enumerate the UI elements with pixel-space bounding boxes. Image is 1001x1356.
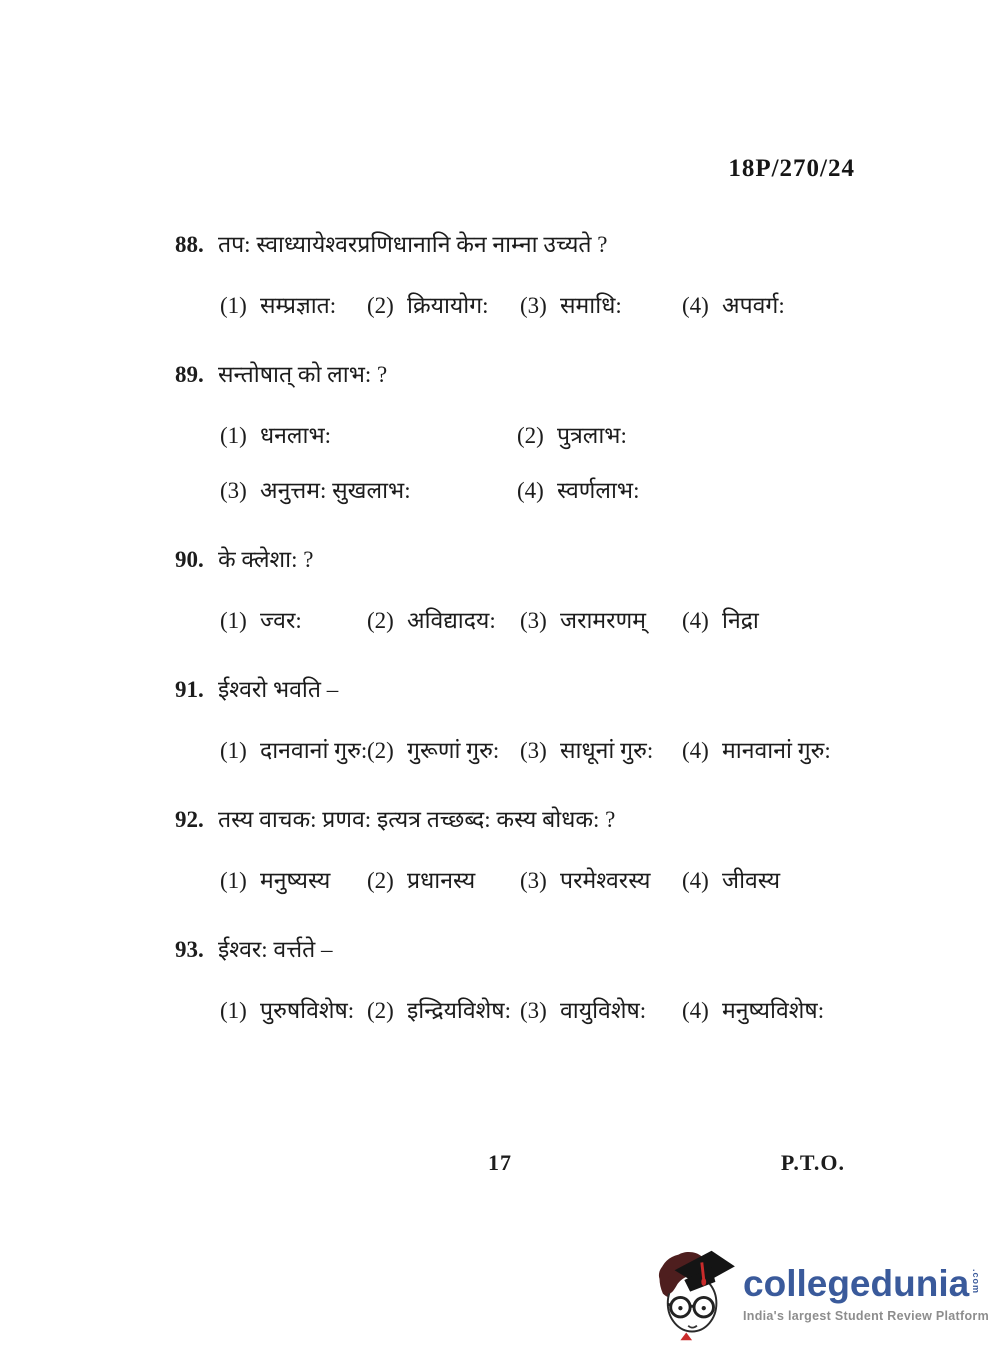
option-label: दानवानां गुरु: [260,738,368,763]
option-number: (2) [367,608,394,633]
option-label: पुत्रलाभ: [557,423,627,448]
option-label: प्रधानस्य [407,868,476,893]
option-label: ज्वर: [260,608,302,633]
option-label: साधूनां गुरु: [560,738,654,763]
option-number: (1) [220,293,247,318]
option-label: निद्रा [722,608,759,633]
option-2 [517,421,1001,451]
question-head [175,675,1001,705]
option-number: (4) [682,293,709,318]
brand-row [743,1265,989,1302]
option-number: (3) [520,608,547,633]
option-label: स्वर्णलाभ: [557,478,640,503]
question-text: ईश्वरो भवति – [218,677,339,702]
question-number: 90. [175,547,204,572]
option-2 [367,736,520,766]
question-92 [0,805,1001,896]
option-label: अविद्यादय: [407,608,496,633]
question-93 [0,935,1001,1026]
option-label: अनुत्तम: सुखलाभ: [260,478,411,503]
option-number: (2) [517,423,544,448]
question-text: तस्य वाचक: प्रणव: इत्यत्र तच्छब्द: कस्य बोधक: ? [218,807,616,832]
option-3 [520,996,682,1026]
option-1 [220,421,517,451]
question-head [175,935,1001,965]
pto-label: P.T.O. [780,1150,845,1175]
question-number: 92. [175,807,204,832]
option-2 [367,996,520,1026]
option-label: परमेश्वरस्य [560,868,651,893]
option-number: (1) [220,998,247,1023]
question-head [175,360,1001,390]
option-number: (1) [220,738,247,763]
question-89 [0,360,1001,506]
option-4 [682,866,1001,896]
brand-tld: .com [971,1269,982,1295]
option-number: (2) [367,738,394,763]
option-3 [520,736,682,766]
option-label: धनलाभ: [260,423,332,448]
option-4 [517,476,1001,506]
brand-tagline: India's largest Student Review Platform [743,1309,989,1323]
option-number: (4) [682,998,709,1023]
options-row [220,736,1001,766]
question-head [175,230,1001,260]
option-number: (1) [220,868,247,893]
option-number: (2) [367,998,394,1023]
option-number: (2) [367,293,394,318]
question-90 [0,545,1001,636]
options-grid [220,421,1001,506]
option-4 [682,996,1001,1026]
option-label: मानवानां गुरु: [722,738,831,763]
student-mascot-icon [651,1243,739,1350]
question-head [175,545,1001,575]
option-1 [220,866,367,896]
question-88 [0,230,1001,321]
option-label: इन्द्रियविशेष: [407,998,511,1023]
option-3 [520,866,682,896]
option-label: सम्प्रज्ञात: [260,293,337,318]
options-row [220,996,1001,1026]
question-91 [0,675,1001,766]
option-1 [220,996,367,1026]
logo-text-block [743,1265,989,1323]
question-number: 91. [175,677,204,702]
option-label: पुरुषविशेष: [260,998,355,1023]
brand-name: collegedunia [743,1263,970,1304]
options-row [220,291,1001,321]
options-row [220,866,1001,896]
option-number: (1) [220,423,247,448]
option-number: (4) [682,608,709,633]
option-label: क्रियायोग: [407,293,489,318]
option-2 [367,606,520,636]
option-4 [682,606,1001,636]
option-number: (4) [682,738,709,763]
option-number: (4) [517,478,544,503]
option-4 [682,291,1001,321]
option-3 [520,291,682,321]
option-number: (3) [520,738,547,763]
option-number: (3) [220,478,247,503]
paper-code: 18P/270/24 [728,155,855,182]
option-1 [220,736,367,766]
page-footer [0,1150,1001,1182]
option-label: जरामरणम् [560,608,646,633]
option-label: समाधि: [560,293,622,318]
option-label: वायुविशेष: [560,998,647,1023]
option-1 [220,606,367,636]
option-number: (3) [520,293,547,318]
option-label: मनुष्यस्य [260,868,331,893]
question-head [175,805,1001,835]
option-label: गुरूणां गुरु: [407,738,500,763]
question-text: के क्लेशा: ? [218,547,314,572]
option-number: (3) [520,868,547,893]
question-number: 88. [175,232,204,257]
question-list [0,230,1001,1065]
option-3 [520,606,682,636]
option-2 [367,291,520,321]
question-text: सन्तोषात् को लाभ: ? [218,362,388,387]
collegedunia-logo [651,1243,989,1350]
question-number: 89. [175,362,204,387]
question-text: ईश्वर: वर्त्तते – [218,937,333,962]
option-3 [220,476,517,506]
option-label: अपवर्ग: [722,293,785,318]
option-number: (3) [520,998,547,1023]
page-number: 17 [488,1150,512,1175]
option-number: (1) [220,608,247,633]
option-label: जीवस्य [722,868,781,893]
question-number: 93. [175,937,204,962]
question-text: तप: स्वाध्यायेश्वरप्रणिधानानि केन नाम्ना उच्यते ? [218,232,608,257]
option-1 [220,291,367,321]
option-4 [682,736,1001,766]
option-2 [367,866,520,896]
options-row [220,606,1001,636]
option-number: (4) [682,868,709,893]
option-number: (2) [367,868,394,893]
option-label: मनुष्यविशेष: [722,998,825,1023]
